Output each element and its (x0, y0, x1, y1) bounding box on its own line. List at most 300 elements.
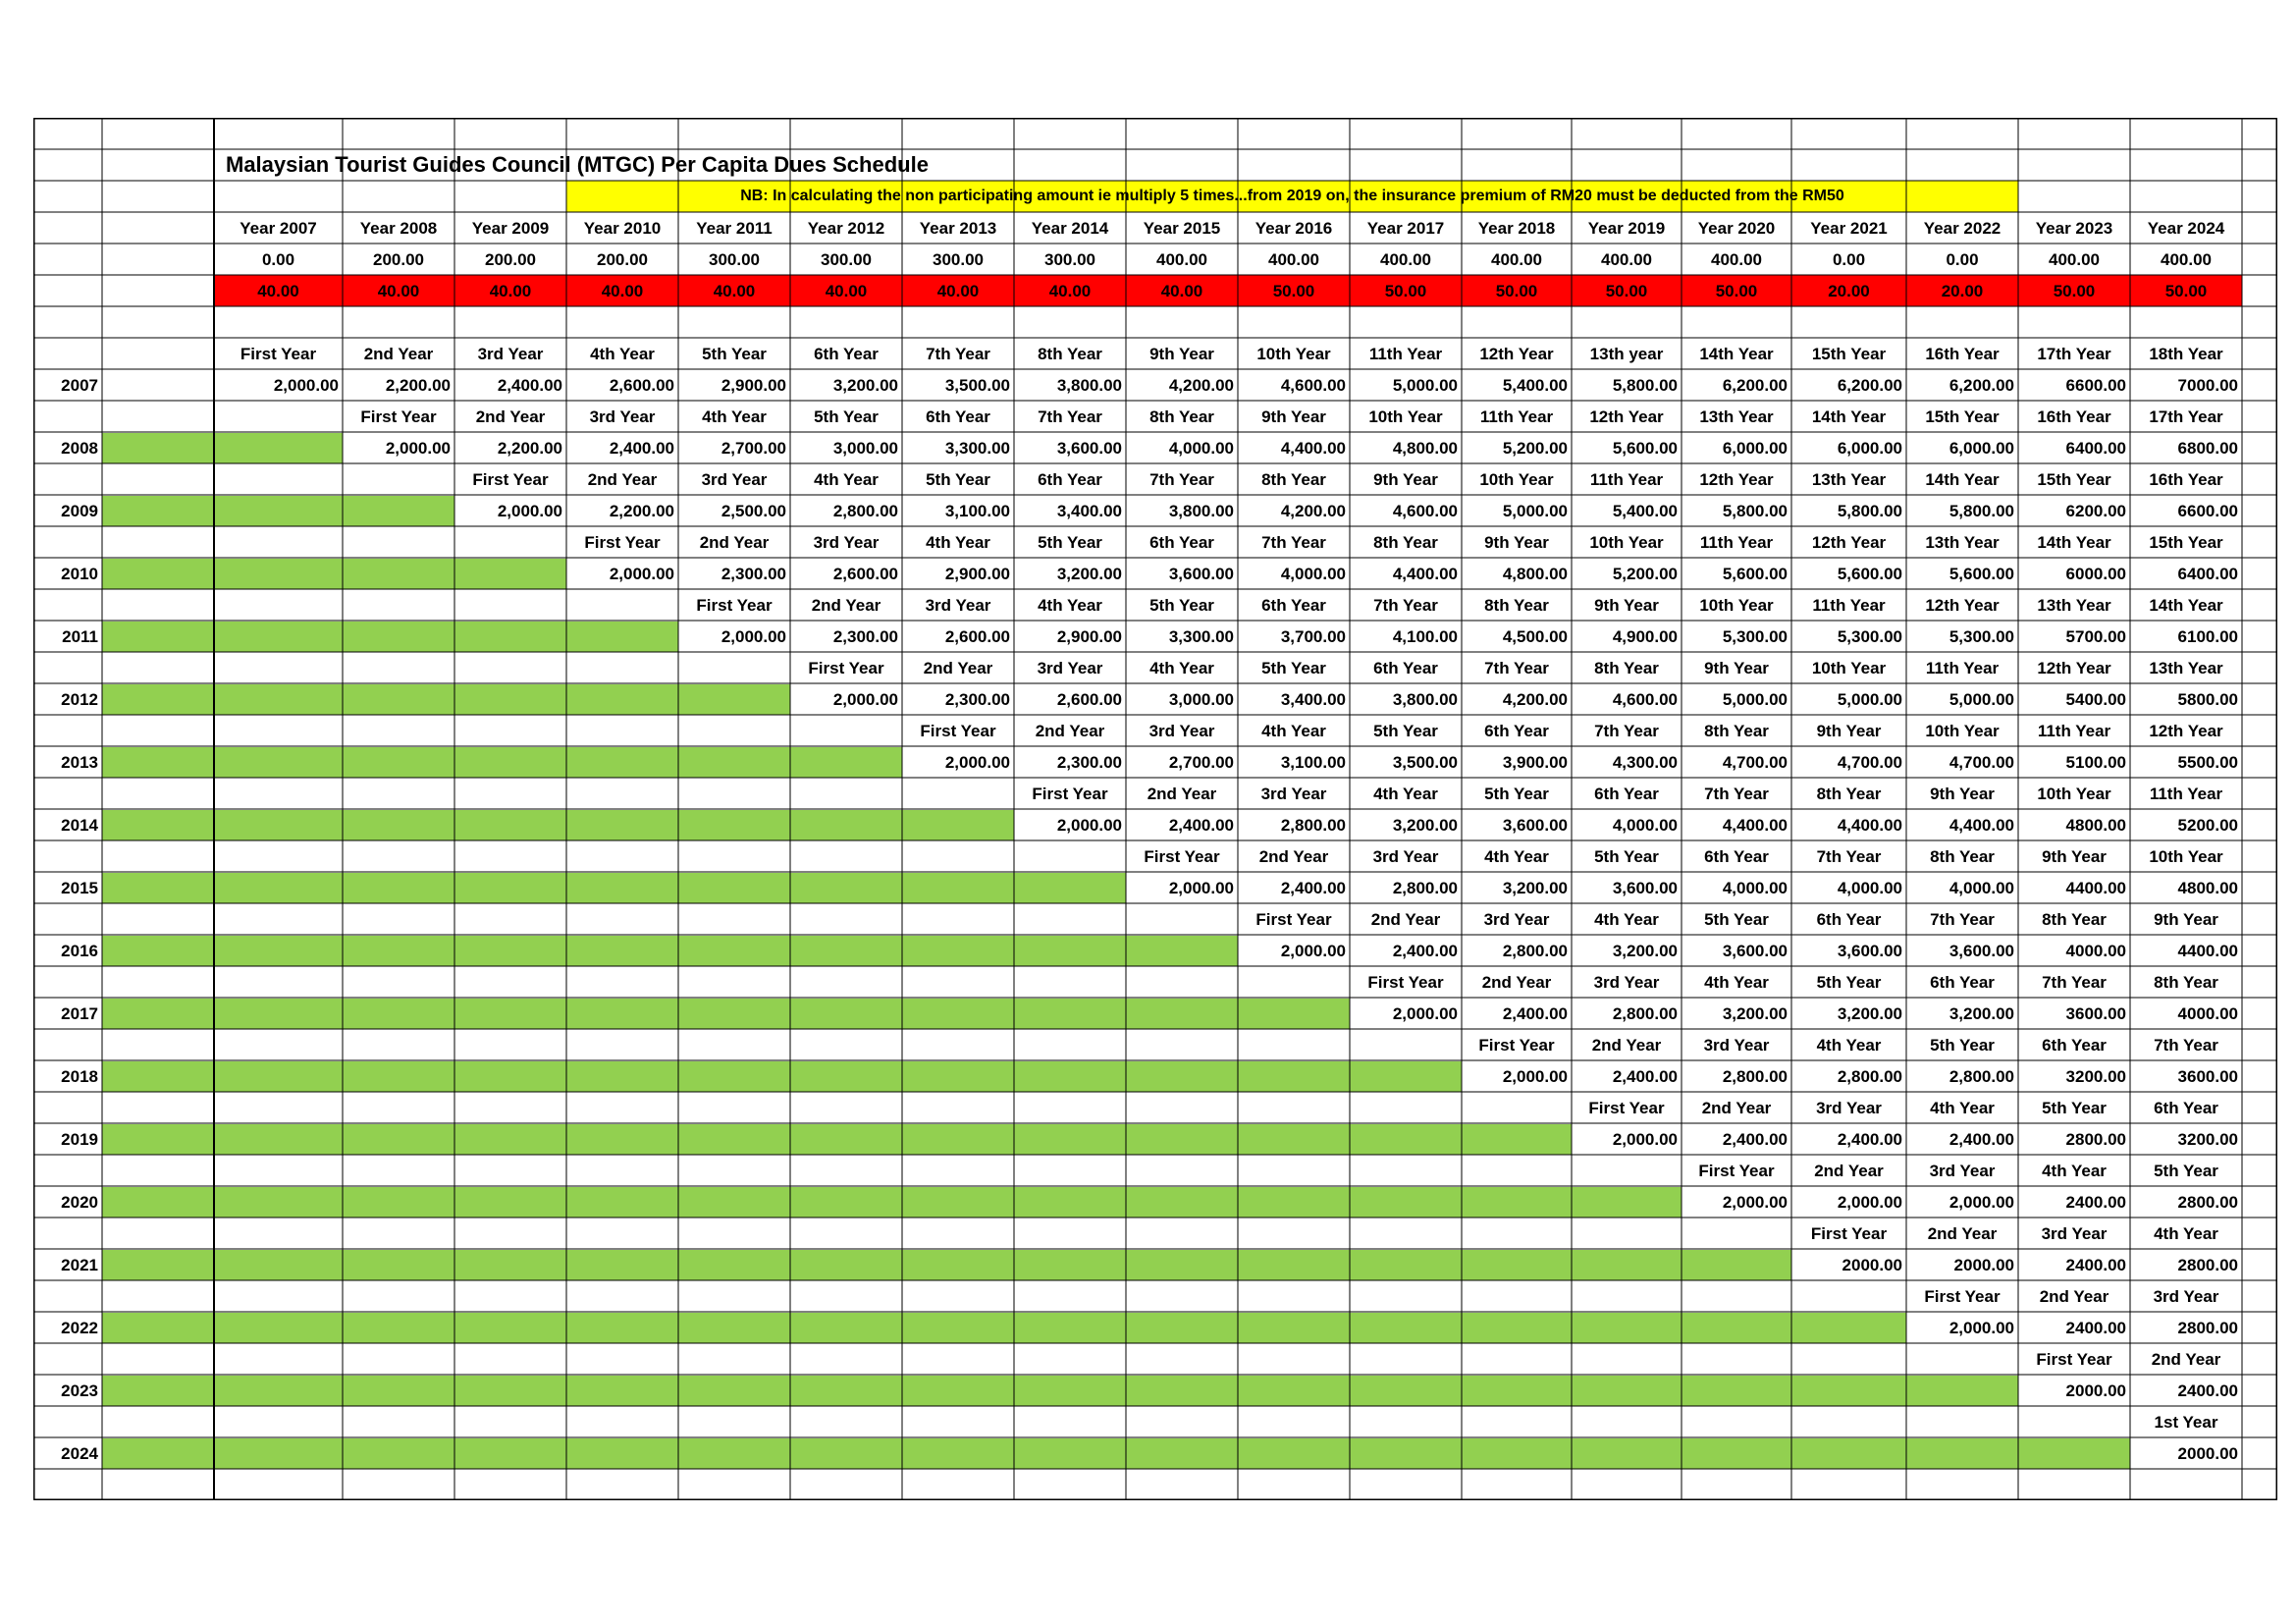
dues-amount: 3,200.00 (1949, 1003, 2014, 1023)
membership-year-label: 1st Year (2154, 1412, 2218, 1432)
membership-year-label: 4th Year (1816, 1035, 1882, 1055)
membership-year-label: 7th Year (1038, 406, 1102, 426)
year-header: Year 2017 (1366, 218, 1445, 238)
per-capita-value: 40.00 (790, 275, 902, 306)
increment-value: 300.00 (709, 249, 760, 269)
dues-amount: 3,500.00 (944, 375, 1010, 395)
dues-amount: 5,300.00 (1949, 626, 2014, 646)
dues-amount: 5,000.00 (1392, 375, 1458, 395)
row-year: 2018 (61, 1066, 98, 1086)
membership-year-label: 10th Year (1811, 658, 1887, 677)
inactive-years-bar (102, 622, 678, 652)
membership-year-label: 3rd Year (2041, 1223, 2108, 1243)
year-header: Year 2007 (240, 218, 317, 238)
membership-year-label: 8th Year (1484, 595, 1549, 615)
membership-year-label: 2nd Year (2151, 1349, 2221, 1369)
dues-amount: 6600.00 (2177, 501, 2238, 520)
membership-year-label: 5th Year (702, 344, 767, 363)
dues-amount: 2,000.00 (273, 375, 339, 395)
membership-year-label: 3rd Year (701, 469, 768, 489)
dues-amount: 2,400.00 (1392, 941, 1458, 960)
membership-year-label: 7th Year (1930, 909, 1995, 929)
increment-value: 400.00 (1491, 249, 1542, 269)
membership-year-label: 3rd Year (1816, 1098, 1882, 1117)
dues-amount: 2,400.00 (1722, 1129, 1788, 1149)
dues-amount: 2,900.00 (944, 564, 1010, 583)
membership-year-label: 16th Year (1925, 344, 2000, 363)
membership-year-label: 9th Year (2154, 909, 2218, 929)
year-header: Year 2014 (1031, 218, 1109, 238)
dues-amount: 7000.00 (2177, 375, 2238, 395)
dues-amount: 2,400.00 (1949, 1129, 2014, 1149)
year-header: Year 2023 (2035, 218, 2113, 238)
inactive-years-bar (102, 496, 454, 526)
inactive-years-bar (102, 559, 566, 589)
year-header: Year 2010 (583, 218, 662, 238)
inactive-years-bar (102, 1376, 2018, 1406)
dues-amount: 6,200.00 (1722, 375, 1788, 395)
membership-year-label: 8th Year (1038, 344, 1102, 363)
dues-amount: 3600.00 (2177, 1066, 2238, 1086)
membership-year-label: First Year (696, 595, 773, 615)
membership-year-label: 7th Year (1261, 532, 1326, 552)
membership-year-label: First Year (808, 658, 884, 677)
membership-year-label: 6th Year (1149, 532, 1214, 552)
membership-year-label: First Year (1588, 1098, 1665, 1117)
membership-year-label: 13th Year (1699, 406, 1774, 426)
dues-amount: 3,200.00 (1056, 564, 1122, 583)
membership-year-label: First Year (1698, 1161, 1775, 1180)
membership-year-label: 2nd Year (923, 658, 993, 677)
dues-amount: 2800.00 (2177, 1255, 2238, 1274)
per-capita-value: 40.00 (343, 275, 454, 306)
dues-amount: 5,800.00 (1722, 501, 1788, 520)
membership-year-label: 2nd Year (363, 344, 434, 363)
dues-amount: 3,300.00 (1168, 626, 1234, 646)
increment-value: 400.00 (1380, 249, 1431, 269)
membership-year-label: 5th Year (2154, 1161, 2218, 1180)
dues-amount: 3,600.00 (1722, 941, 1788, 960)
membership-year-label: 7th Year (1704, 784, 1769, 803)
dues-amount: 2,400.00 (609, 438, 674, 458)
dues-amount: 3,200.00 (1612, 941, 1678, 960)
membership-year-label: 8th Year (1816, 784, 1882, 803)
row-year: 2023 (61, 1380, 98, 1400)
membership-year-label: 6th Year (2042, 1035, 2107, 1055)
membership-year-label: 3rd Year (813, 532, 880, 552)
dues-amount: 3,500.00 (1392, 752, 1458, 772)
membership-year-label: 5th Year (1704, 909, 1769, 929)
dues-amount: 2,600.00 (944, 626, 1010, 646)
membership-year-label: 4th Year (926, 532, 990, 552)
membership-year-label: 4th Year (1038, 595, 1102, 615)
membership-year-label: 12th Year (1925, 595, 2000, 615)
dues-amount: 5400.00 (2065, 689, 2126, 709)
membership-year-label: 2nd Year (1035, 721, 1105, 740)
membership-year-label: 6th Year (814, 344, 879, 363)
membership-year-label: 6th Year (1930, 972, 1995, 992)
dues-amount: 2,000.00 (609, 564, 674, 583)
increment-value: 400.00 (1268, 249, 1319, 269)
dues-amount: 4800.00 (2177, 878, 2238, 897)
dues-amount: 2,300.00 (721, 564, 786, 583)
row-year: 2013 (61, 752, 98, 772)
per-capita-value: 40.00 (454, 275, 566, 306)
dues-amount: 3,200.00 (1392, 815, 1458, 835)
per-capita-value: 50.00 (2130, 275, 2242, 306)
year-header: Year 2015 (1143, 218, 1221, 238)
membership-year-label: 12th Year (1589, 406, 1664, 426)
dues-amount: 4,400.00 (1280, 438, 1346, 458)
dues-amount: 2,400.00 (1280, 878, 1346, 897)
row-year: 2016 (61, 941, 98, 960)
per-capita-value: 50.00 (1572, 275, 1682, 306)
membership-year-label: 6th Year (1816, 909, 1882, 929)
dues-amount: 4,400.00 (1722, 815, 1788, 835)
membership-year-label: 4th Year (814, 469, 879, 489)
membership-year-label: 10th Year (2037, 784, 2111, 803)
membership-year-label: 7th Year (926, 344, 990, 363)
dues-amount: 2000.00 (2065, 1380, 2126, 1400)
membership-year-label: 3rd Year (1148, 721, 1215, 740)
per-capita-value: 20.00 (1906, 275, 2018, 306)
dues-schedule-sheet (33, 118, 2277, 1500)
membership-year-label: 8th Year (1594, 658, 1659, 677)
per-capita-value: 40.00 (566, 275, 678, 306)
dues-amount: 5,800.00 (1837, 501, 1902, 520)
membership-year-label: First Year (472, 469, 549, 489)
membership-year-label: 12th Year (1479, 344, 1554, 363)
dues-amount: 5,000.00 (1837, 689, 1902, 709)
membership-year-label: 4th Year (1484, 846, 1549, 866)
year-header: Year 2024 (2147, 218, 2225, 238)
membership-year-label: 5th Year (2042, 1098, 2107, 1117)
membership-year-label: 8th Year (1149, 406, 1214, 426)
dues-amount: 3,900.00 (1502, 752, 1568, 772)
dues-amount: 4,200.00 (1502, 689, 1568, 709)
membership-year-label: 7th Year (1373, 595, 1438, 615)
dues-amount: 5,400.00 (1612, 501, 1678, 520)
per-capita-value: 50.00 (1462, 275, 1572, 306)
dues-amount: 4,900.00 (1612, 626, 1678, 646)
membership-year-label: 12th Year (2037, 658, 2111, 677)
membership-year-label: 8th Year (1373, 532, 1438, 552)
membership-year-label: First Year (1144, 846, 1220, 866)
membership-year-label: 3rd Year (1703, 1035, 1770, 1055)
membership-year-label: 9th Year (2042, 846, 2107, 866)
dues-amount: 3,100.00 (1280, 752, 1346, 772)
membership-year-label: 8th Year (2154, 972, 2218, 992)
dues-amount: 6,000.00 (1949, 438, 2014, 458)
per-capita-value: 50.00 (1682, 275, 1791, 306)
dues-amount: 4,000.00 (1280, 564, 1346, 583)
dues-amount: 3,400.00 (1056, 501, 1122, 520)
per-capita-value: 40.00 (902, 275, 1014, 306)
membership-year-label: 7th Year (2042, 972, 2107, 992)
dues-amount: 4,800.00 (1392, 438, 1458, 458)
row-year: 2012 (61, 689, 98, 709)
dues-amount: 6600.00 (2065, 375, 2126, 395)
dues-amount: 2,800.00 (1280, 815, 1346, 835)
membership-year-label: First Year (240, 344, 317, 363)
dues-amount: 6,200.00 (1837, 375, 1902, 395)
membership-year-label: 14th Year (1699, 344, 1774, 363)
dues-amount: 3,400.00 (1280, 689, 1346, 709)
dues-amount: 5,000.00 (1722, 689, 1788, 709)
membership-year-label: 8th Year (1261, 469, 1326, 489)
dues-amount: 2,000.00 (497, 501, 562, 520)
dues-amount: 3,300.00 (944, 438, 1010, 458)
dues-amount: 3,800.00 (1056, 375, 1122, 395)
membership-year-label: First Year (1478, 1035, 1555, 1055)
membership-year-label: 3rd Year (925, 595, 991, 615)
year-header: Year 2011 (696, 218, 773, 238)
dues-amount: 3,600.00 (1168, 564, 1234, 583)
membership-year-label: 7th Year (1816, 846, 1882, 866)
dues-amount: 2400.00 (2065, 1192, 2126, 1212)
year-header: Year 2008 (359, 218, 438, 238)
membership-year-label: 4th Year (590, 344, 655, 363)
dues-amount: 6200.00 (2065, 501, 2126, 520)
dues-amount: 5,300.00 (1722, 626, 1788, 646)
dues-amount: 4,700.00 (1837, 752, 1902, 772)
row-year: 2008 (61, 438, 98, 458)
dues-amount: 2,000.00 (1949, 1318, 2014, 1337)
insurance-note: NB: In calculating the non participating amount ie multiply 5 times...from 2019 on, the insurance premium of RM20 must be deducted from the RM50 (566, 181, 2018, 212)
membership-year-label: 3rd Year (1260, 784, 1327, 803)
dues-amount: 5700.00 (2065, 626, 2126, 646)
row-year: 2024 (61, 1443, 98, 1463)
dues-amount: 4000.00 (2177, 1003, 2238, 1023)
membership-year-label: 3rd Year (2153, 1286, 2219, 1306)
dues-amount: 2,000.00 (1612, 1129, 1678, 1149)
dues-amount: 5100.00 (2065, 752, 2126, 772)
dues-amount: 4,000.00 (1837, 878, 1902, 897)
dues-amount: 2,900.00 (1056, 626, 1122, 646)
membership-year-label: First Year (1255, 909, 1332, 929)
membership-year-label: 2nd Year (699, 532, 770, 552)
dues-amount: 2,000.00 (1168, 878, 1234, 897)
membership-year-label: First Year (2036, 1349, 2112, 1369)
dues-amount: 4,000.00 (1722, 878, 1788, 897)
dues-amount: 2,800.00 (832, 501, 898, 520)
dues-amount: 3,600.00 (1502, 815, 1568, 835)
dues-amount: 4,200.00 (1280, 501, 1346, 520)
membership-year-label: First Year (584, 532, 661, 552)
dues-amount: 6800.00 (2177, 438, 2238, 458)
membership-year-label: 2nd Year (1147, 784, 1217, 803)
membership-year-label: 5th Year (1149, 595, 1214, 615)
dues-amount: 3,100.00 (944, 501, 1010, 520)
membership-year-label: 11th Year (1368, 344, 1443, 363)
year-header: Year 2009 (471, 218, 550, 238)
row-year: 2007 (61, 375, 98, 395)
dues-amount: 2,300.00 (832, 626, 898, 646)
per-capita-value: 40.00 (1126, 275, 1238, 306)
dues-amount: 4,200.00 (1168, 375, 1234, 395)
dues-amount: 2,400.00 (497, 375, 562, 395)
membership-year-label: 7th Year (1149, 469, 1214, 489)
dues-amount: 2,800.00 (1722, 1066, 1788, 1086)
membership-year-label: 9th Year (1816, 721, 1882, 740)
dues-amount: 2,000.00 (1837, 1192, 1902, 1212)
membership-year-label: 17th Year (2037, 344, 2111, 363)
dues-amount: 6,000.00 (1837, 438, 1902, 458)
membership-year-label: 14th Year (1811, 406, 1887, 426)
dues-amount: 2,400.00 (1837, 1129, 1902, 1149)
dues-amount: 2,600.00 (609, 375, 674, 395)
per-capita-value: 50.00 (1350, 275, 1462, 306)
dues-amount: 6400.00 (2065, 438, 2126, 458)
year-header: Year 2022 (1923, 218, 2002, 238)
year-header: Year 2020 (1697, 218, 1776, 238)
dues-amount: 2400.00 (2065, 1255, 2126, 1274)
membership-year-label: First Year (920, 721, 996, 740)
membership-year-label: 13th Year (2037, 595, 2111, 615)
dues-amount: 5,600.00 (1722, 564, 1788, 583)
per-capita-value: 50.00 (2018, 275, 2130, 306)
membership-year-label: 10th Year (1479, 469, 1554, 489)
dues-amount: 4,000.00 (1168, 438, 1234, 458)
membership-year-label: 7th Year (1594, 721, 1659, 740)
membership-year-label: 16th Year (2149, 469, 2223, 489)
year-header: Year 2019 (1587, 218, 1666, 238)
membership-year-label: 6th Year (1484, 721, 1549, 740)
dues-amount: 5,200.00 (1612, 564, 1678, 583)
dues-amount: 2,800.00 (1502, 941, 1568, 960)
membership-year-label: 6th Year (1704, 846, 1769, 866)
dues-amount: 3200.00 (2065, 1066, 2126, 1086)
membership-year-label: 2nd Year (1258, 846, 1329, 866)
dues-amount: 4,400.00 (1837, 815, 1902, 835)
dues-amount: 4,700.00 (1722, 752, 1788, 772)
dues-amount: 6000.00 (2065, 564, 2126, 583)
dues-amount: 5,400.00 (1502, 375, 1568, 395)
membership-year-label: 2nd Year (1927, 1223, 1998, 1243)
dues-amount: 3,200.00 (1837, 1003, 1902, 1023)
year-header: Year 2018 (1477, 218, 1556, 238)
membership-year-label: 9th Year (1484, 532, 1549, 552)
membership-year-label: 12th Year (2149, 721, 2223, 740)
dues-amount: 2,200.00 (497, 438, 562, 458)
membership-year-label: 12th Year (1811, 532, 1887, 552)
membership-year-label: 9th Year (1594, 595, 1659, 615)
per-capita-value: 50.00 (1238, 275, 1350, 306)
dues-amount: 2,000.00 (385, 438, 451, 458)
increment-value: 400.00 (2049, 249, 2100, 269)
dues-amount: 2,600.00 (1056, 689, 1122, 709)
dues-amount: 3,000.00 (1168, 689, 1234, 709)
membership-year-label: 6th Year (1373, 658, 1438, 677)
dues-amount: 2,300.00 (1056, 752, 1122, 772)
membership-year-label: 16th Year (2037, 406, 2111, 426)
inactive-years-bar (102, 684, 790, 715)
dues-amount: 2,800.00 (1392, 878, 1458, 897)
dues-amount: 2000.00 (1842, 1255, 1902, 1274)
dues-amount: 5800.00 (2177, 689, 2238, 709)
membership-year-label: 5th Year (926, 469, 990, 489)
inactive-years-bar (102, 747, 902, 778)
membership-year-label: 14th Year (1925, 469, 2000, 489)
membership-year-label: 13th Year (2149, 658, 2223, 677)
dues-amount: 6400.00 (2177, 564, 2238, 583)
membership-year-label: 15th Year (2037, 469, 2111, 489)
membership-year-label: 4th Year (702, 406, 767, 426)
dues-amount: 3,600.00 (1056, 438, 1122, 458)
membership-year-label: 15th Year (1925, 406, 2000, 426)
membership-year-label: 9th Year (1930, 784, 1995, 803)
dues-amount: 2,300.00 (944, 689, 1010, 709)
dues-amount: 5,200.00 (1502, 438, 1568, 458)
dues-amount: 5,600.00 (1837, 564, 1902, 583)
dues-amount: 2000.00 (2177, 1443, 2238, 1463)
dues-amount: 5,000.00 (1502, 501, 1568, 520)
increment-value: 300.00 (821, 249, 872, 269)
dues-amount: 2,600.00 (832, 564, 898, 583)
dues-amount: 4,400.00 (1949, 815, 2014, 835)
dues-amount: 5200.00 (2177, 815, 2238, 835)
inactive-years-bar (102, 999, 1350, 1029)
dues-amount: 3,800.00 (1168, 501, 1234, 520)
membership-year-label: 6th Year (1038, 469, 1102, 489)
membership-year-label: 18th Year (2149, 344, 2223, 363)
row-year: 2021 (61, 1255, 98, 1274)
dues-amount: 2,000.00 (1949, 1192, 2014, 1212)
dues-amount: 4,400.00 (1392, 564, 1458, 583)
increment-value: 300.00 (1044, 249, 1095, 269)
membership-year-label: 13th year (1589, 344, 1664, 363)
per-capita-value: 20.00 (1791, 275, 1906, 306)
dues-amount: 2,000.00 (1502, 1066, 1568, 1086)
dues-amount: 6,000.00 (1722, 438, 1788, 458)
inactive-years-bar (102, 1187, 1682, 1218)
membership-year-label: First Year (360, 406, 437, 426)
row-year: 2009 (61, 501, 98, 520)
membership-year-label: 10th Year (2149, 846, 2223, 866)
per-capita-value: 40.00 (214, 275, 343, 306)
membership-year-label: 3rd Year (589, 406, 656, 426)
membership-year-label: 2nd Year (2039, 1286, 2109, 1306)
increment-value: 400.00 (1156, 249, 1207, 269)
membership-year-label: 2nd Year (1370, 909, 1441, 929)
row-year: 2015 (61, 878, 98, 897)
membership-year-label: 5th Year (1930, 1035, 1995, 1055)
membership-year-label: 12th Year (1699, 469, 1774, 489)
membership-year-label: 4th Year (1373, 784, 1438, 803)
inactive-years-bar (102, 873, 1126, 903)
dues-amount: 3,200.00 (1502, 878, 1568, 897)
row-year: 2010 (61, 564, 98, 583)
membership-year-label: 4th Year (2042, 1161, 2107, 1180)
membership-year-label: 3rd Year (1593, 972, 1660, 992)
membership-year-label: 6th Year (2154, 1098, 2218, 1117)
year-header: Year 2016 (1255, 218, 1333, 238)
dues-amount: 2,400.00 (1168, 815, 1234, 835)
membership-year-label: 11th Year (1479, 406, 1554, 426)
dues-amount: 2,000.00 (1722, 1192, 1788, 1212)
membership-year-label: 4th Year (1704, 972, 1769, 992)
dues-amount: 2,800.00 (1837, 1066, 1902, 1086)
membership-year-label: 3rd Year (1037, 658, 1103, 677)
inactive-years-bar (102, 810, 1014, 840)
membership-year-label: 5th Year (1038, 532, 1102, 552)
membership-year-label: 14th Year (2037, 532, 2111, 552)
dues-amount: 5,300.00 (1837, 626, 1902, 646)
increment-value: 400.00 (2161, 249, 2212, 269)
dues-amount: 2,000.00 (832, 689, 898, 709)
membership-year-label: 10th Year (1256, 344, 1331, 363)
membership-year-label: 2nd Year (475, 406, 546, 426)
